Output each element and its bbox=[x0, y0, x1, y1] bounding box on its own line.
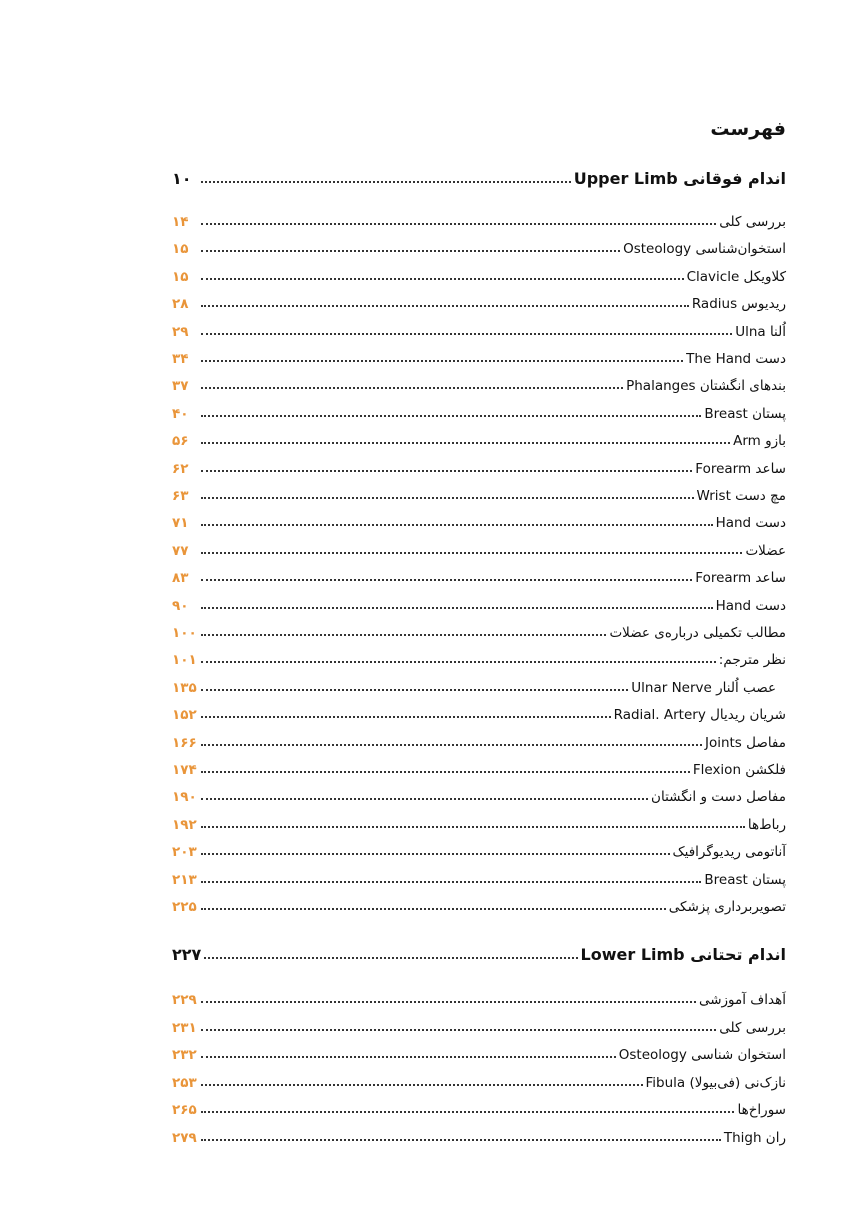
leader-dots bbox=[201, 908, 666, 910]
toc-entry[interactable] bbox=[172, 235, 786, 257]
toc-entry-page: ۲۵۳ bbox=[172, 1074, 197, 1091]
toc-entry-label: مطالب تکمیلی درباره‌ی عضلات bbox=[609, 625, 786, 641]
toc-entry-label: سوراخ‌ها bbox=[737, 1102, 786, 1119]
leader-dots bbox=[201, 579, 692, 581]
leader-dots bbox=[201, 442, 730, 444]
toc-entry[interactable] bbox=[172, 537, 786, 559]
toc-entry[interactable] bbox=[172, 729, 786, 751]
leader-dots bbox=[201, 1111, 734, 1113]
toc-entry[interactable] bbox=[172, 674, 786, 696]
toc-entry[interactable] bbox=[172, 1096, 786, 1118]
toc-entry-page: ۲۱۳ bbox=[172, 871, 197, 888]
toc-entry-label: عصب اُلنار Ulnar Nerve bbox=[631, 679, 776, 696]
toc-entry-page: ۳۷ bbox=[172, 378, 189, 395]
toc-entry[interactable] bbox=[172, 986, 786, 1008]
toc-entry-page: ۲۳۱ bbox=[172, 1019, 197, 1036]
toc-entry[interactable] bbox=[172, 783, 786, 805]
leader-dots bbox=[201, 1139, 721, 1141]
toc-entry-label: ساعد Forearm bbox=[695, 570, 786, 587]
toc-entry[interactable] bbox=[172, 1124, 786, 1146]
toc-entry-label: دست The Hand bbox=[686, 351, 786, 367]
toc-entry-page: ۱۰۱ bbox=[172, 652, 197, 669]
toc-entry-label: پستان Breast bbox=[704, 871, 786, 888]
toc-entry-label: ساعد Forearm bbox=[695, 460, 786, 477]
leader-dots bbox=[201, 881, 701, 883]
toc-entry-page: ۱۷۴ bbox=[172, 762, 197, 778]
toc-section-label: اندام فوقانی Upper Limb bbox=[573, 169, 786, 188]
leader-dots bbox=[201, 1029, 716, 1031]
toc-entry-page: ۱۹۰ bbox=[172, 789, 197, 806]
toc-entry-page: ۲۶۵ bbox=[172, 1102, 197, 1119]
toc-entry-page: ۱۰۰ bbox=[172, 625, 197, 641]
toc-entry-page: ۱۵ bbox=[172, 241, 189, 258]
toc-entry-page: ۱۳۵ bbox=[172, 679, 197, 696]
toc-entry-label: نازک‌نی (فی‌بیولا) Fibula bbox=[645, 1074, 786, 1091]
leader-dots bbox=[201, 634, 606, 636]
toc-section[interactable] bbox=[172, 166, 786, 188]
toc-entry-page: ۳۴ bbox=[172, 351, 189, 367]
toc-entry-page: ۶۲ bbox=[172, 460, 189, 477]
toc-entry-label: بررسی کلی bbox=[719, 1019, 786, 1036]
leader-dots bbox=[201, 524, 713, 526]
toc-entry[interactable] bbox=[172, 208, 786, 230]
toc-section-page: ۱۰ bbox=[172, 169, 192, 188]
toc-entry-label: بندهای انگشتان Phalanges bbox=[626, 378, 786, 395]
toc-entry-page: ۵۶ bbox=[172, 433, 189, 450]
leader-dots bbox=[201, 607, 713, 609]
toc-entry[interactable] bbox=[172, 756, 786, 778]
toc-entry[interactable] bbox=[172, 427, 786, 449]
toc-entry[interactable] bbox=[172, 1041, 786, 1063]
toc-entry[interactable] bbox=[172, 701, 786, 723]
toc-entry-label: تصویربرداری پزشکی bbox=[668, 899, 786, 915]
leader-dots bbox=[201, 387, 623, 389]
leader-dots bbox=[201, 771, 690, 773]
toc-entry-label: شریان ریدیال Radial. Artery bbox=[613, 707, 786, 724]
toc-entry[interactable] bbox=[172, 263, 786, 285]
leader-dots bbox=[201, 853, 670, 855]
toc-entry-page: ۲۸ bbox=[172, 296, 189, 313]
toc-entry-label: ریدیوس Radius bbox=[691, 296, 786, 313]
toc-entry[interactable] bbox=[172, 345, 786, 367]
toc-entry-label: استخوان‌شناسی Osteology bbox=[623, 241, 786, 258]
toc-entry-page: ۱۶۶ bbox=[172, 734, 197, 751]
toc-entry-page: ۱۵ bbox=[172, 268, 189, 285]
toc-entry[interactable] bbox=[172, 509, 786, 531]
toc-entry[interactable] bbox=[172, 893, 786, 915]
leader-dots bbox=[201, 716, 611, 718]
toc-entry-page: ۲۹ bbox=[172, 323, 189, 340]
toc-entry[interactable] bbox=[172, 455, 786, 477]
toc-entry-label: بازو Arm bbox=[733, 433, 786, 450]
leader-dots bbox=[201, 552, 742, 554]
toc-entry-label: دست Hand bbox=[715, 515, 786, 532]
toc-entry-label: عضلات bbox=[745, 542, 786, 559]
toc-entry-label: فلکشن Flexion bbox=[692, 762, 786, 778]
leader-dots bbox=[201, 826, 745, 828]
toc-entry-label: کلاویکل Clavicle bbox=[686, 268, 786, 285]
toc-section-page: ۲۲۷ bbox=[172, 945, 202, 964]
toc-entry[interactable] bbox=[172, 372, 786, 394]
toc-entry[interactable] bbox=[172, 646, 786, 668]
toc-entry-page: ۲۲۹ bbox=[172, 992, 197, 1008]
toc-entry[interactable] bbox=[172, 619, 786, 641]
toc-entry[interactable] bbox=[172, 866, 786, 888]
toc-entry-page: ۱۴ bbox=[172, 214, 189, 230]
toc-entry-label: ران Thigh bbox=[723, 1130, 786, 1146]
toc-entry-page: ۶۳ bbox=[172, 488, 189, 504]
toc-entry[interactable] bbox=[172, 564, 786, 586]
toc-entry[interactable] bbox=[172, 592, 786, 614]
toc-entry-label: رباط‌ها bbox=[747, 816, 786, 833]
toc-entry-label: بررسی کلی bbox=[719, 214, 786, 230]
toc-entry[interactable] bbox=[172, 290, 786, 312]
leader-dots bbox=[201, 333, 732, 335]
toc-entry-page: ۲۳۲ bbox=[172, 1047, 197, 1064]
toc-entry-label: استخوان شناسی Osteology bbox=[618, 1047, 786, 1064]
leader-dots bbox=[201, 250, 620, 252]
toc-entry-page: ۸۳ bbox=[172, 570, 189, 587]
leader-dots bbox=[201, 1056, 616, 1058]
toc-entry[interactable] bbox=[172, 482, 786, 504]
toc-entry-label: پستان Breast bbox=[704, 405, 786, 422]
leader-dots bbox=[201, 360, 683, 362]
toc-entry-page: ۷۱ bbox=[172, 515, 189, 532]
leader-dots bbox=[201, 278, 684, 280]
toc-entry-page: ۱۵۲ bbox=[172, 707, 197, 724]
leader-dots bbox=[201, 689, 628, 691]
leader-dots bbox=[201, 181, 571, 183]
leader-dots bbox=[201, 661, 716, 663]
leader-dots bbox=[201, 470, 692, 472]
toc-entry-page: ۴۰ bbox=[172, 405, 189, 422]
toc-section[interactable] bbox=[172, 942, 786, 964]
toc-entry-page: ۹۰ bbox=[172, 597, 189, 614]
leader-dots bbox=[201, 305, 689, 307]
toc-entry-label: نظر مترجم: bbox=[718, 652, 786, 669]
toc-entry-page: ۱۹۲ bbox=[172, 816, 197, 833]
toc-entry-label: آناتومی ریدیوگرافیک bbox=[672, 844, 786, 861]
toc-entry-label: اُلنا Ulna bbox=[735, 323, 786, 340]
toc-entry-page: ۷۷ bbox=[172, 542, 189, 559]
toc-entry[interactable] bbox=[172, 318, 786, 340]
leader-dots bbox=[201, 415, 701, 417]
leader-dots bbox=[204, 957, 577, 959]
toc-entry[interactable] bbox=[172, 400, 786, 422]
toc-entry[interactable] bbox=[172, 1069, 786, 1091]
toc-entry-label: مچ دست Wrist bbox=[696, 488, 786, 504]
toc-entry[interactable] bbox=[172, 811, 786, 833]
toc-entry-page: ۲۷۹ bbox=[172, 1130, 197, 1146]
leader-dots bbox=[201, 223, 716, 225]
toc-entry-page: ۲۰۳ bbox=[172, 844, 197, 861]
toc-entry-page: ۲۲۵ bbox=[172, 899, 197, 915]
toc-entry[interactable] bbox=[172, 1014, 786, 1036]
toc-section-label: اندام تحتانی Lower Limb bbox=[580, 945, 786, 964]
toc-entry[interactable] bbox=[172, 838, 786, 860]
toc-entry-label: دست Hand bbox=[715, 597, 786, 614]
toc-entry-label: اَهداف آموزشی bbox=[698, 992, 786, 1008]
leader-dots bbox=[201, 497, 694, 499]
leader-dots bbox=[201, 1001, 696, 1003]
toc-entry-label: مفاصل Joints bbox=[704, 734, 786, 751]
page-title: فهرست bbox=[710, 118, 786, 140]
toc-entry-label: مفاصل دست و انگشتان bbox=[651, 789, 786, 806]
leader-dots bbox=[201, 798, 648, 800]
leader-dots bbox=[201, 744, 702, 746]
leader-dots bbox=[201, 1084, 643, 1086]
